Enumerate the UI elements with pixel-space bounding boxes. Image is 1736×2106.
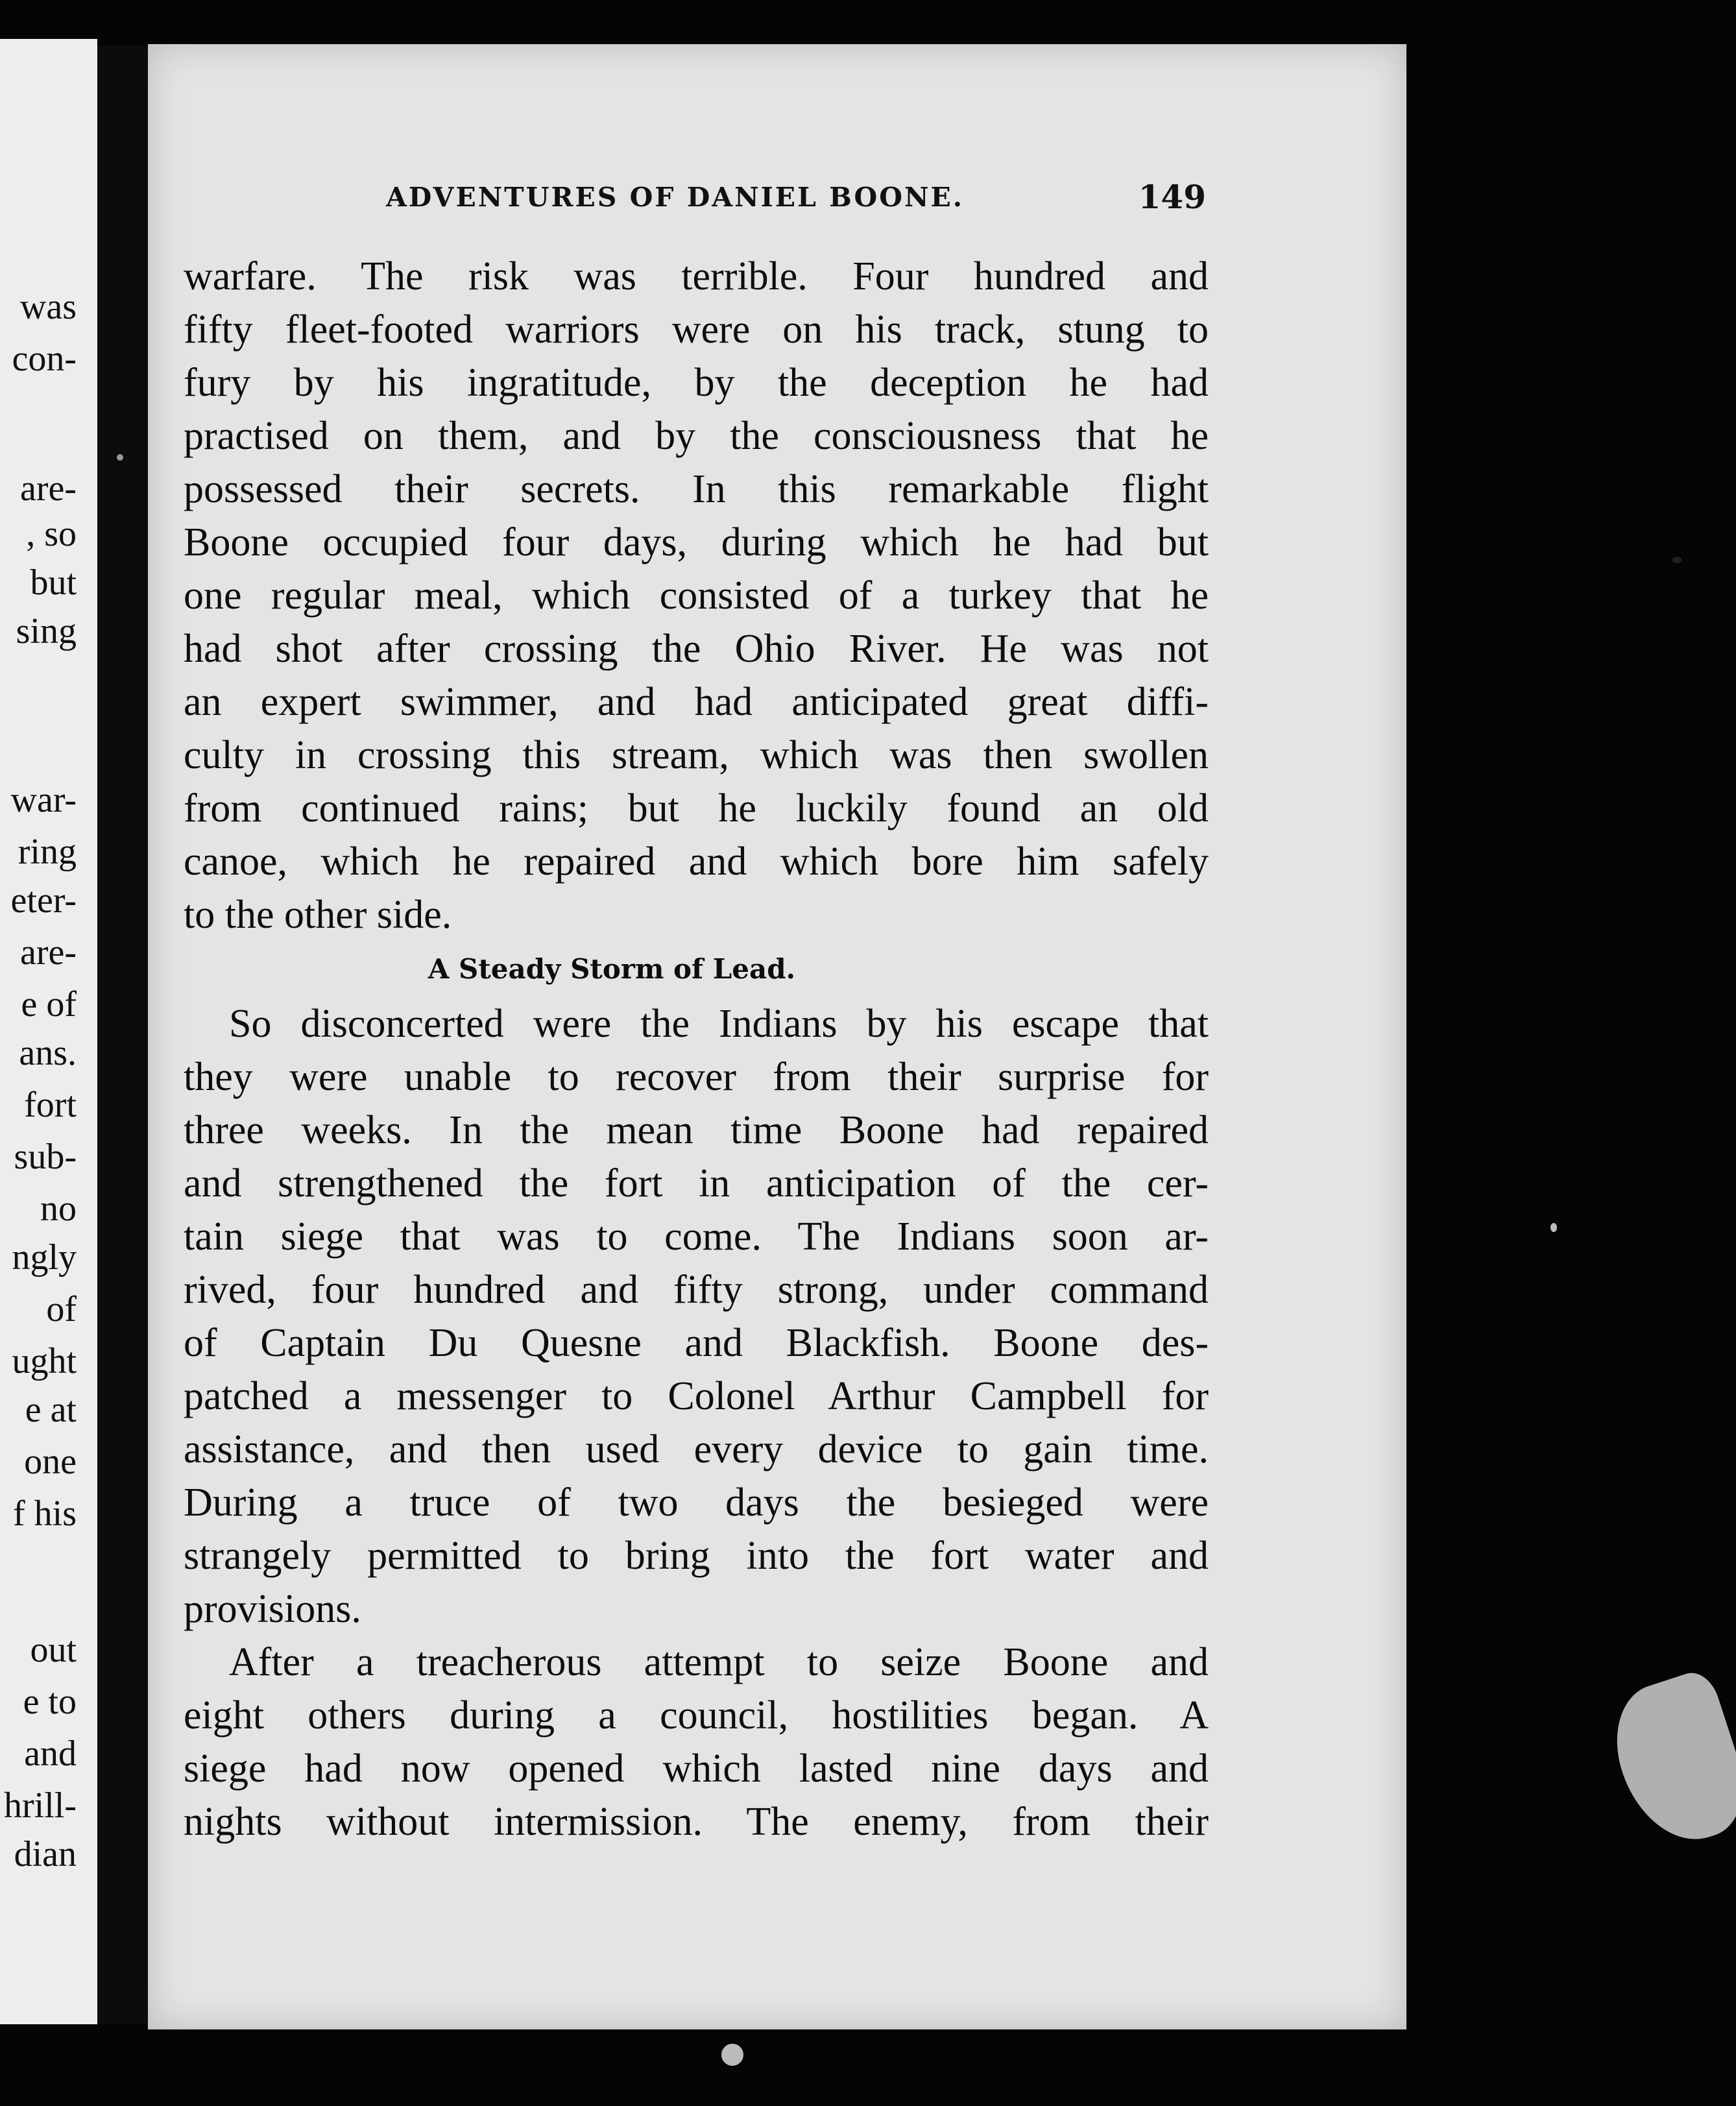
facing-page-fragment-text: fort bbox=[24, 1085, 77, 1125]
page-body bbox=[184, 250, 1209, 1848]
facing-page-fragment-text: eter- bbox=[10, 880, 77, 921]
facing-page-fragment-text: ans. bbox=[19, 1033, 77, 1073]
facing-page-fragment-text: one bbox=[24, 1442, 77, 1482]
text-line: patched a messenger to Colonel Arthur Campbell for bbox=[184, 1374, 1209, 1418]
facing-page-fragment-text: e to bbox=[23, 1682, 77, 1722]
text-line: one regular meal, which consisted of a turkey that he bbox=[184, 574, 1209, 618]
text-line: strangely permitted to bring into the fort water and bbox=[184, 1534, 1209, 1578]
text-line: to the other side. bbox=[184, 893, 452, 937]
paper-tear-mark bbox=[1600, 1667, 1736, 1856]
facing-page-fragment-text: con- bbox=[12, 339, 77, 379]
text-line: fifty fleet-footed warriors were on his track, stung to bbox=[184, 308, 1209, 352]
facing-page-fragment-text: no bbox=[40, 1189, 77, 1229]
scan-speck bbox=[117, 454, 123, 461]
text-line: they were unable to recover from their surprise for bbox=[184, 1055, 1209, 1099]
text-line: provisions. bbox=[184, 1587, 361, 1631]
text-line: possessed their secrets. In this remarkable flight bbox=[184, 467, 1209, 511]
facing-page-fragment-text: ught bbox=[12, 1341, 77, 1381]
facing-page-fragment-text: but bbox=[30, 563, 77, 603]
book-gutter bbox=[97, 45, 149, 2024]
text-line: of Captain Du Quesne and Blackfish. Boone des- bbox=[184, 1321, 1209, 1365]
text-line: had shot after crossing the Ohio River. He was not bbox=[184, 627, 1209, 671]
facing-page-fragment-text: are- bbox=[19, 468, 77, 509]
facing-page-fragment-text: e at bbox=[25, 1390, 77, 1430]
facing-page-fragment-text: ring bbox=[18, 832, 77, 872]
text-line: three weeks. In the mean time Boone had repaired bbox=[184, 1108, 1209, 1152]
scan-speck bbox=[721, 2044, 743, 2066]
facing-page-fragment-text: e of bbox=[21, 984, 77, 1024]
scan-speck bbox=[1550, 1223, 1557, 1232]
scan-speck bbox=[1672, 557, 1682, 563]
facing-page-fragment-text: was bbox=[19, 287, 77, 327]
facing-page-fragment-text: are- bbox=[19, 932, 77, 973]
facing-page-fragment-text: sing bbox=[16, 611, 77, 651]
paragraph bbox=[184, 250, 1209, 941]
running-head bbox=[386, 178, 1210, 227]
text-line: an expert swimmer, and had anticipated great diffi- bbox=[184, 680, 1209, 724]
text-line: culty in crossing this stream, which was then swollen bbox=[184, 733, 1209, 777]
text-line: siege had now opened which lasted nine days and bbox=[184, 1747, 1209, 1791]
text-line: and strengthened the fort in anticipation of the cer- bbox=[184, 1161, 1209, 1205]
facing-page-fragment-text: dian bbox=[14, 1834, 77, 1874]
facing-page-fragment-text: of bbox=[46, 1289, 77, 1329]
facing-page-fragment-text: out bbox=[30, 1630, 77, 1670]
facing-page-fragment-text: ngly bbox=[12, 1237, 77, 1277]
text-line: nights without intermission. The enemy, from their bbox=[184, 1800, 1209, 1844]
text-line: Boone occupied four days, during which he had but bbox=[184, 520, 1209, 564]
facing-page-fragment-text: war- bbox=[10, 780, 77, 820]
text-line: canoe, which he repaired and which bore him safely bbox=[184, 840, 1209, 884]
paragraph bbox=[184, 1636, 1209, 1848]
text-line: practised on them, and by the consciousness that he bbox=[184, 414, 1209, 458]
facing-page-fragment bbox=[0, 39, 97, 2024]
text-line: assistance, and then used every device to gain time. bbox=[184, 1427, 1209, 1471]
page-number: 149 bbox=[1138, 178, 1206, 216]
text-line: eight others during a council, hostilities began. A bbox=[184, 1693, 1209, 1737]
text-line: tain siege that was to come. The Indians soon ar- bbox=[184, 1215, 1209, 1259]
text-line: rived, four hundred and fifty strong, under command bbox=[184, 1268, 1209, 1312]
text-line: So disconcerted were the Indians by his escape that bbox=[229, 1002, 1209, 1046]
facing-page-fragment-text: hrill- bbox=[4, 1785, 77, 1826]
facing-page-fragment-text: sub- bbox=[14, 1137, 77, 1177]
running-title: ADVENTURES OF DANIEL BOONE. bbox=[386, 182, 964, 213]
text-line: warfare. The risk was terrible. Four hundred and bbox=[184, 254, 1209, 298]
section-heading: A Steady Storm of Lead. bbox=[428, 953, 796, 985]
text-line: After a treacherous attempt to seize Boone and bbox=[229, 1640, 1209, 1684]
text-line: During a truce of two days the besieged were bbox=[184, 1481, 1209, 1525]
facing-page-fragment-text: f his bbox=[13, 1494, 77, 1534]
facing-page-fragment-text: , so bbox=[26, 514, 77, 554]
paragraph bbox=[184, 997, 1209, 1636]
text-line: fury by his ingratitude, by the deception he had bbox=[184, 361, 1209, 405]
facing-page-fragment-text: and bbox=[24, 1734, 77, 1774]
text-line: from continued rains; but he luckily found an old bbox=[184, 786, 1209, 830]
